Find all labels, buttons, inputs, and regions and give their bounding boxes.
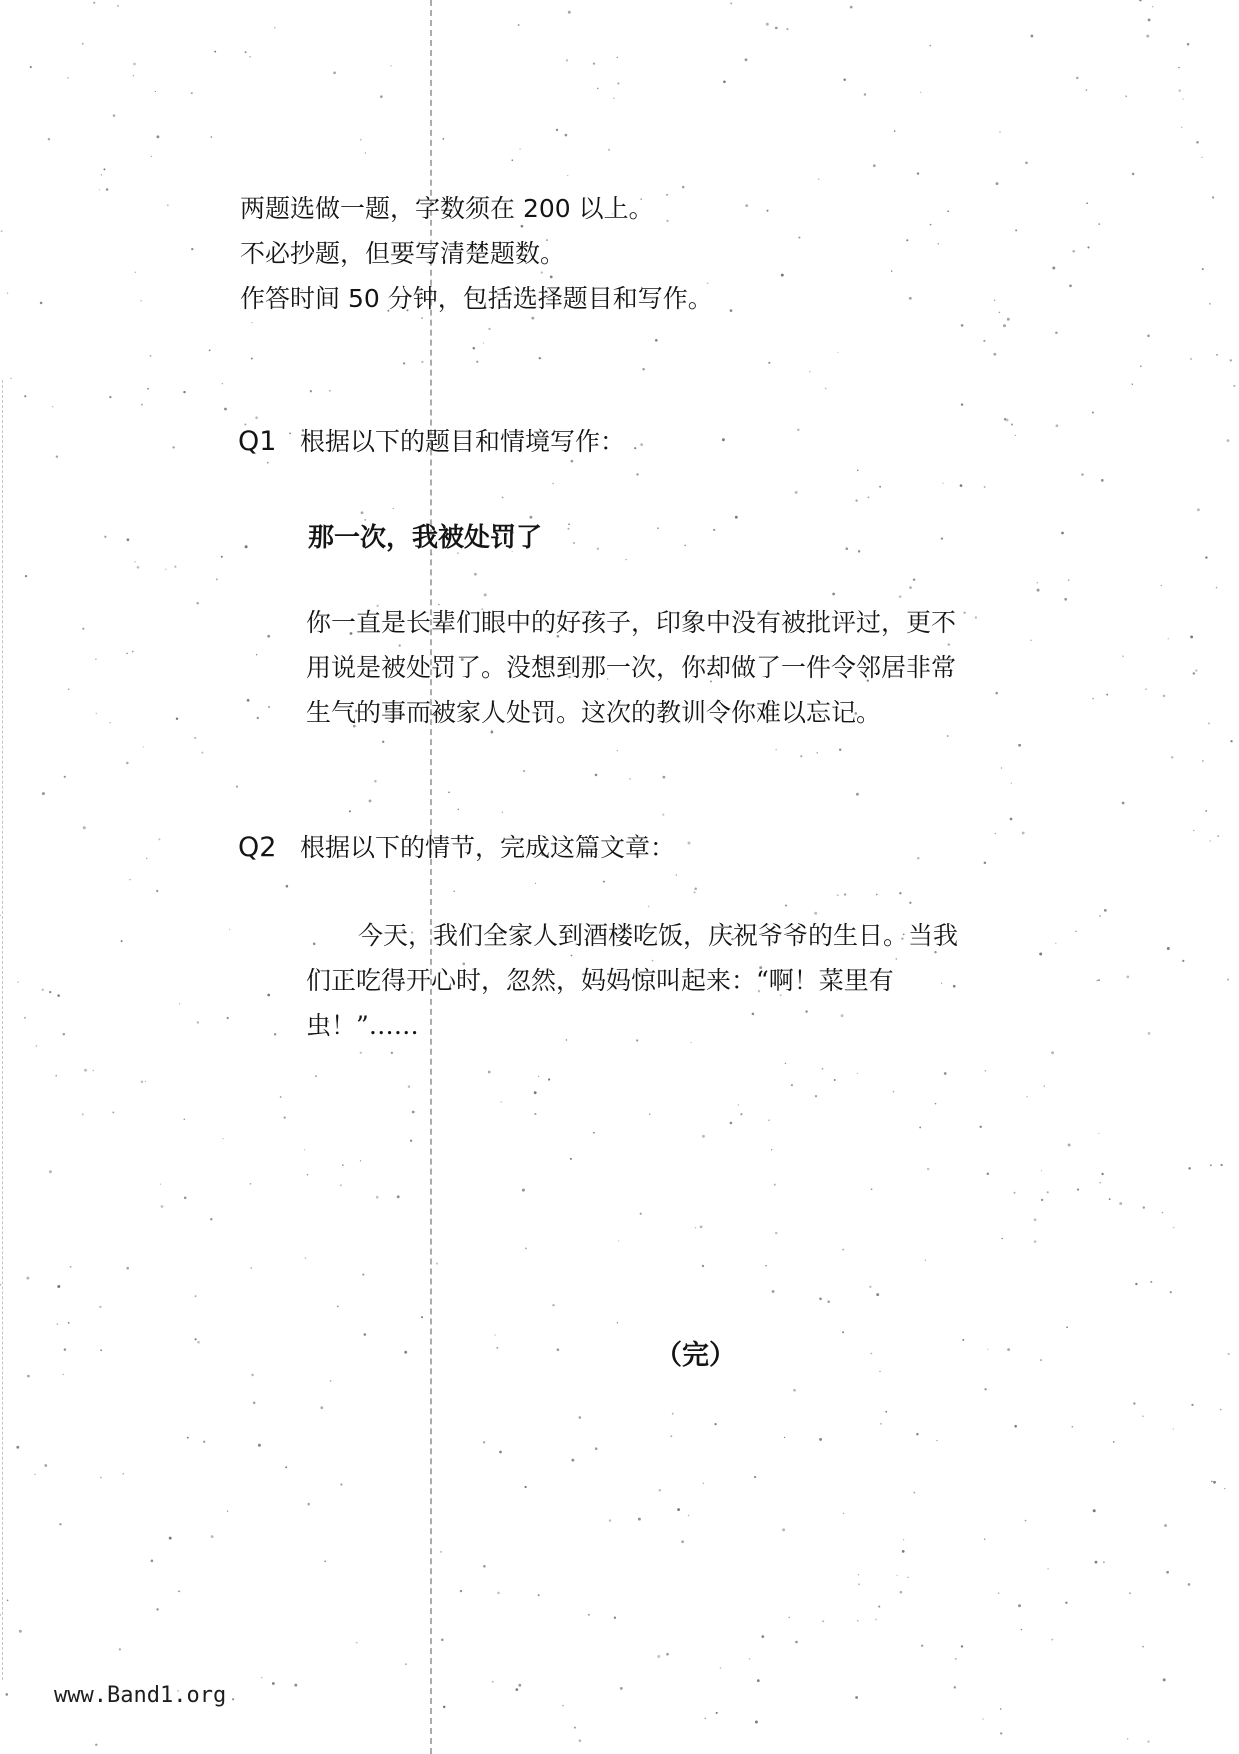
- instruction-line: 作答时间 50 分钟，包括选择题目和写作。: [240, 284, 713, 313]
- question-2-prompt: 根据以下的情节，完成这篇文章：: [300, 833, 676, 862]
- question-1-scenario: [306, 600, 956, 735]
- question-2-passage: [306, 913, 958, 1048]
- paragraph-line: 用说是被处罚了。没想到那一次，你却做了一件令邻居非常: [306, 653, 957, 682]
- paragraph-line: 今天，我们全家人到酒楼吃饭，庆祝爷爷的生日。当我: [358, 921, 959, 950]
- question-1-label: Q1: [238, 426, 277, 457]
- question-2-label: Q2: [238, 832, 277, 863]
- question-1-title: 那一次，我被处罚了: [308, 523, 543, 553]
- paragraph-line: 虫！”……: [306, 1011, 419, 1040]
- question-1-prompt: 根据以下的题目和情境写作：: [300, 427, 626, 456]
- instruction-line: 两题选做一题，字数须在 200 以上。: [240, 194, 654, 223]
- paragraph-line: 们正吃得开心时，忽然，妈妈惊叫起来：“啊！菜里有: [306, 966, 894, 995]
- instruction-line: 不必抄题，但要写清楚题数。: [240, 239, 566, 268]
- instructions: [240, 186, 713, 321]
- paragraph-line: 你一直是长辈们眼中的好孩子，印象中没有被批评过，更不: [306, 608, 957, 637]
- edge-line: [2, 380, 3, 1680]
- footer-url: www.Band1.org: [54, 1683, 227, 1708]
- paragraph-line: 生气的事而被家人处罚。这次的教训令你难以忘记。: [306, 698, 882, 727]
- end-mark: （完）: [655, 1340, 736, 1371]
